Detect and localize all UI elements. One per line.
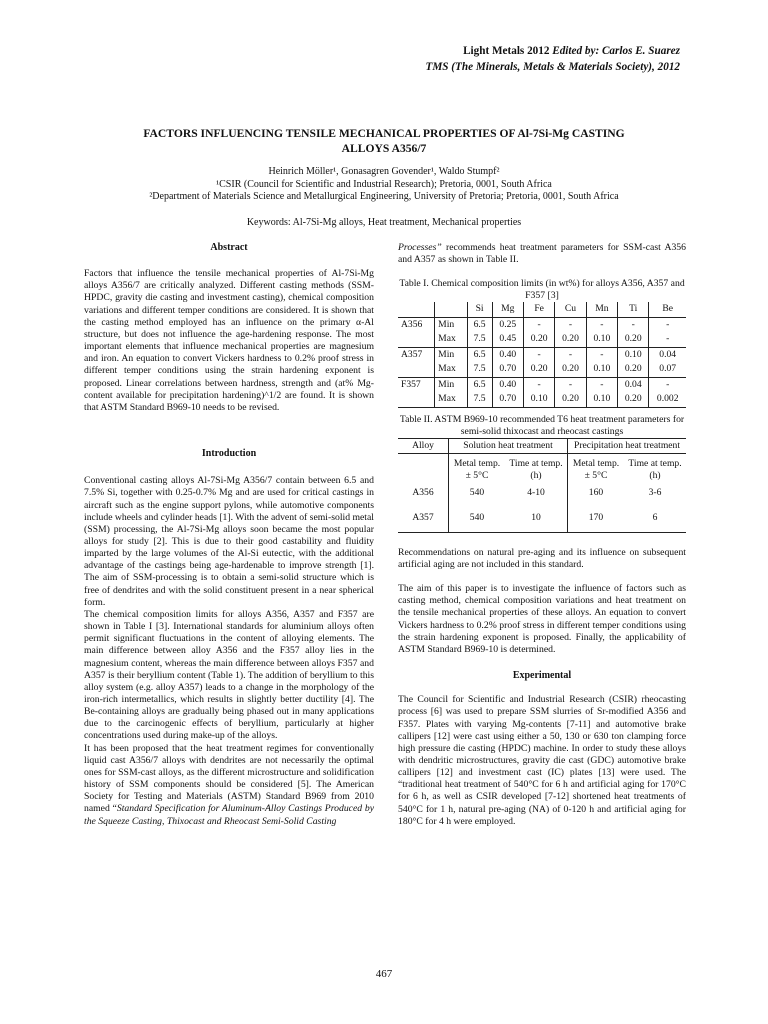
table1-cell: 0.10	[523, 392, 554, 407]
standard-continuation-text: recommends heat treatment parameters for SSM-cast A356 and A357 as shown in Table II.	[398, 242, 686, 266]
table2-subheader: Time at temp. (h)	[505, 453, 568, 483]
table1-cell: 6.5	[467, 347, 492, 362]
table1-cell: -	[523, 347, 554, 362]
table1-cell: Min	[435, 347, 467, 362]
table1-cell: 0.04	[659, 348, 677, 360]
table2-cell: 4-10	[505, 483, 568, 500]
left-column	[84, 242, 374, 828]
table1-header: Fe	[523, 302, 554, 317]
table1-caption: Table I. Chemical composition limits (in wt%) for alloys A356, A357 and F357 [3]	[399, 278, 685, 302]
table2-subheader-row	[398, 453, 686, 483]
table1-cell: A357	[398, 347, 435, 362]
table1-header	[435, 302, 467, 317]
table1-cell: 0.002	[656, 393, 679, 405]
table1-header-row	[398, 302, 686, 317]
table1-cell: 0.20	[618, 362, 649, 377]
table1-cell: F357	[398, 377, 435, 392]
table1-cell: 0.20	[618, 332, 649, 347]
table1-cell: -	[586, 317, 617, 332]
table1-cell: A356	[398, 317, 435, 332]
table2-cell: 3-6	[648, 486, 662, 498]
table2-cell: 540	[449, 500, 506, 533]
table1-cell: 0.20	[523, 362, 554, 377]
table1-cell: -	[666, 333, 670, 345]
table1-cell: 0.04	[618, 377, 649, 392]
table1-cell: -	[555, 347, 586, 362]
table1-cell: Max	[435, 362, 467, 377]
table1-cell	[398, 392, 435, 407]
abstract-text: Factors that influence the tensile mechanical properties of Al-7Si-Mg alloys A356/7 are critically analyzed. Different casting methods (SSM-HPDC, gravity die casting and investment casting), chemical composition variations and different temper conditions are considered. It is shown that the casting method employed has an influence on the primary α-Al structure, but does not influence the age-hardening response. The most important elements that influence mechanical properties are magnesium and iron. An equation to convert Vickers hardness to 0.2% proof stress in different temper conditions using the strain hardening exponent is proposed. Linear correlations between hardness, strength and (at% Mg-content available for precipitation hardening)^1/2 are found. It is shown that ASTM Standard B969-10 needs to be revised.	[84, 268, 374, 413]
table1-header: Cu	[555, 302, 586, 317]
title-line-2: ALLOYS A356/7	[341, 142, 427, 155]
author-names: Heinrich Möller¹, Gonasagren Govender¹, Waldo Stumpf²	[268, 166, 500, 177]
table1-cell: -	[555, 377, 586, 392]
table2-cell: A357	[412, 511, 434, 523]
table1-cell: 0.45	[492, 332, 523, 347]
table1-header: Mg	[492, 302, 523, 317]
author-block	[40, 166, 728, 204]
composition-table	[398, 302, 686, 408]
table2-row	[398, 500, 686, 533]
standard-title-end: Processes”	[398, 242, 442, 253]
table1-cell: 0.20	[555, 392, 586, 407]
intro-paragraph-2: The chemical composition limits for alloys A356, A357 and F357 are shown in Table I [3]. International standards for aluminium alloys often permit significant fluctuations in the content of alloying elements. The main difference between alloy A356 and the F357 alloy lies in the magnesium content, whereas the main difference between alloys F357 and A357 is their beryllium content (Table 1). The addition of beryllium to this alloy system (e.g. alloy A357) leads to a change in the morphology of the iron-rich intermetallics, which results in slightly better ductility [4]. The Be-containing alloys are gradually being phased out in many applications due to the carcinogenic effects of beryllium, particularly at higher concentrations used during make-up of the alloys.	[84, 608, 374, 742]
table2-caption: Table II. ASTM B969-10 recommended T6 heat treatment parameters for semi-solid thixocast and rheocast castings	[399, 413, 685, 437]
recommendation-paragraph: Recommendations on natural pre-aging and its influence on subsequent artificial aging are not included in this standard.	[398, 546, 686, 570]
table1-cell: -	[523, 317, 554, 332]
table1-cell: Min	[435, 317, 467, 332]
table1-header: Ti	[618, 302, 649, 317]
table1-cell: -	[666, 318, 670, 330]
experimental-heading: Experimental	[512, 670, 572, 682]
page-number: 467	[375, 968, 393, 980]
title-line-1: FACTORS INFLUENCING TENSILE MECHANICAL PROPERTIES OF Al-7Si-Mg CASTING	[143, 127, 625, 140]
table1-cell: 0.10	[618, 347, 649, 362]
table1-cell: 0.25	[492, 317, 523, 332]
table1-cell: 7.5	[467, 392, 492, 407]
table1-cell: 6.5	[467, 377, 492, 392]
table1-cell: 0.20	[618, 392, 649, 407]
table1-cell: 0.10	[586, 362, 617, 377]
table1-row	[398, 332, 686, 347]
intro-paragraph-3-text: It has been proposed that the heat treatment regimes for conventionally liquid cast A356/7 alloys with dendrites are not necessarily the optimal ones for SSM-cast alloys, as the different microstructure and solidification history of SSM components should be considered [5]. The American Society for Testing and Materials (ASTM) Standard B969 from 2010 named “	[84, 742, 374, 815]
table1-cell: 7.5	[467, 332, 492, 347]
table1-cell	[398, 332, 435, 347]
table2-empty-cell	[398, 453, 449, 483]
table1-header: Mn	[586, 302, 617, 317]
table1-cell: 0.70	[492, 362, 523, 377]
table2-subheader: Metal temp. ± 5°C	[572, 457, 620, 481]
introduction-heading: Introduction	[201, 448, 257, 460]
table2-header-precipitation: Precipitation heat treatment	[573, 439, 681, 451]
intro-paragraph-3	[84, 743, 374, 828]
table2-header-solution: Solution heat treatment	[449, 438, 568, 453]
table1-cell: 0.10	[586, 392, 617, 407]
table1-row	[398, 392, 686, 407]
standard-continuation	[398, 242, 686, 266]
table1-cell: -	[586, 347, 617, 362]
table2-cell: 6	[652, 511, 658, 523]
table1-header: Be	[662, 303, 674, 315]
table2-cell: A356	[412, 486, 434, 498]
table1-row	[398, 362, 686, 377]
table1-row	[398, 317, 686, 332]
affiliation-2: ²Department of Materials Science and Metallurgical Engineering, University of Pretoria; Pretoria, 0001, South Africa	[149, 191, 619, 202]
paper-title	[60, 126, 708, 156]
right-column	[398, 242, 686, 828]
table2-cell: 540	[449, 483, 506, 500]
table2-row	[398, 483, 686, 500]
table1-cell: 0.20	[555, 362, 586, 377]
table2-header-row	[398, 438, 686, 453]
table1-cell	[398, 362, 435, 377]
table1-cell: 7.5	[467, 362, 492, 377]
journal-publisher: TMS (The Minerals, Metals & Materials Society), 2012	[425, 61, 680, 73]
table2-subheader: Metal temp. ± 5°C	[449, 453, 506, 483]
intro-paragraph-3-italic: Standard Specification for Aluminum-Alloy Castings Produced by the Squeeze Casting, Thixocast and Rheocast Semi-Solid Casting	[84, 803, 374, 827]
keywords: Keywords: Al-7Si-Mg alloys, Heat treatment, Mechanical properties	[246, 217, 522, 228]
table1-cell: -	[666, 378, 670, 390]
table1-cell: Min	[435, 377, 467, 392]
journal-header	[425, 43, 680, 75]
table1-cell: 0.07	[659, 363, 677, 375]
table1-cell: 0.10	[586, 332, 617, 347]
intro-paragraph-1: Conventional casting alloys Al-7Si-Mg A356/7 contain between 6.5 and 7.5% Si, together with 0.25-0.7% Mg and are used for critical castings in aircraft such as the engine support pylons, while automotive components include wheels and cylinder heads [1]. With the advent of semi-solid metal (SSM) processing, the Al-7Si-Mg alloys soon became the most popular alloys for study [2]. This is due to their good castability and fluidity imparted by the large volumes of the Al-Si eutectic, with the additional advantage of the castings being age-hardenable to improve strength [1]. The aim of SSM-processing is to obtain a semi-solid structure which is free of dendrites and with the solid constituent present in a near spherical form.	[84, 475, 374, 608]
table2-cell: 160	[588, 486, 604, 498]
table1-header	[398, 302, 435, 317]
table1-cell: 0.20	[523, 332, 554, 347]
table1-cell: Max	[435, 332, 467, 347]
abstract-heading: Abstract	[210, 242, 248, 253]
table1-cell: 0.40	[492, 377, 523, 392]
table1-cell: -	[523, 377, 554, 392]
journal-name: Light Metals 2012	[463, 45, 550, 57]
table1-header: Si	[467, 302, 492, 317]
table1-cell: 0.70	[492, 392, 523, 407]
table2-cell: 10	[505, 500, 568, 533]
aim-paragraph: The aim of this paper is to investigate the influence of factors such as casting method, chemical composition variations and heat treatment on the tensile mechanical properties of these alloys. An equation to convert Vickers hardness to 0.2% proof stress in different temper conditions using the strain hardening exponent is proposed. Finally, the applicability of ASTM Standard B969-10 is determined.	[398, 583, 686, 655]
journal-editor: Edited by: Carlos E. Suarez	[552, 45, 680, 57]
table1-cell: 0.20	[555, 332, 586, 347]
table1-cell: 6.5	[467, 317, 492, 332]
table1-row	[398, 377, 686, 392]
experimental-paragraph: The Council for Scientific and Industrial Research (CSIR) rheocasting process [6] was used to prepare SSM slurries of Sr-modified A356 and F357. Plates with varying Mg-contents [7-11] and automotive brake callipers [12] were cast using either a 50, 130 or 630 ton clamping force high pressure die casting (HPDC) machine. In order to study these alloys with dendritic microstructures, gravity die cast (GDC) automotive brake callipers [12] and investment cast (IC) plates [13] were used. The “traditional heat treatment of 540°C for 6 h and artificial aging for 170°C for 6 h, as well as CSIR developed [7-12] shortened heat treatments of 540°C for 1 h, natural pre-aging (NA) of 0-120 h and artificial aging for 180°C for 4 h were employed.	[398, 694, 686, 827]
table1-cell: Max	[435, 392, 467, 407]
table1-cell: -	[586, 377, 617, 392]
table2-header-alloy: Alloy	[412, 439, 434, 451]
affiliation-1: ¹CSIR (Council for Scientific and Industrial Research); Pretoria, 0001, South Africa	[216, 178, 552, 190]
table1-cell: 0.40	[492, 347, 523, 362]
table2-subheader: Time at temp. (h)	[628, 457, 682, 481]
table1-cell: -	[555, 317, 586, 332]
table1-cell: -	[618, 317, 649, 332]
heat-treatment-table	[398, 438, 686, 533]
table2-cell: 170	[588, 511, 604, 523]
table1-row	[398, 347, 686, 362]
